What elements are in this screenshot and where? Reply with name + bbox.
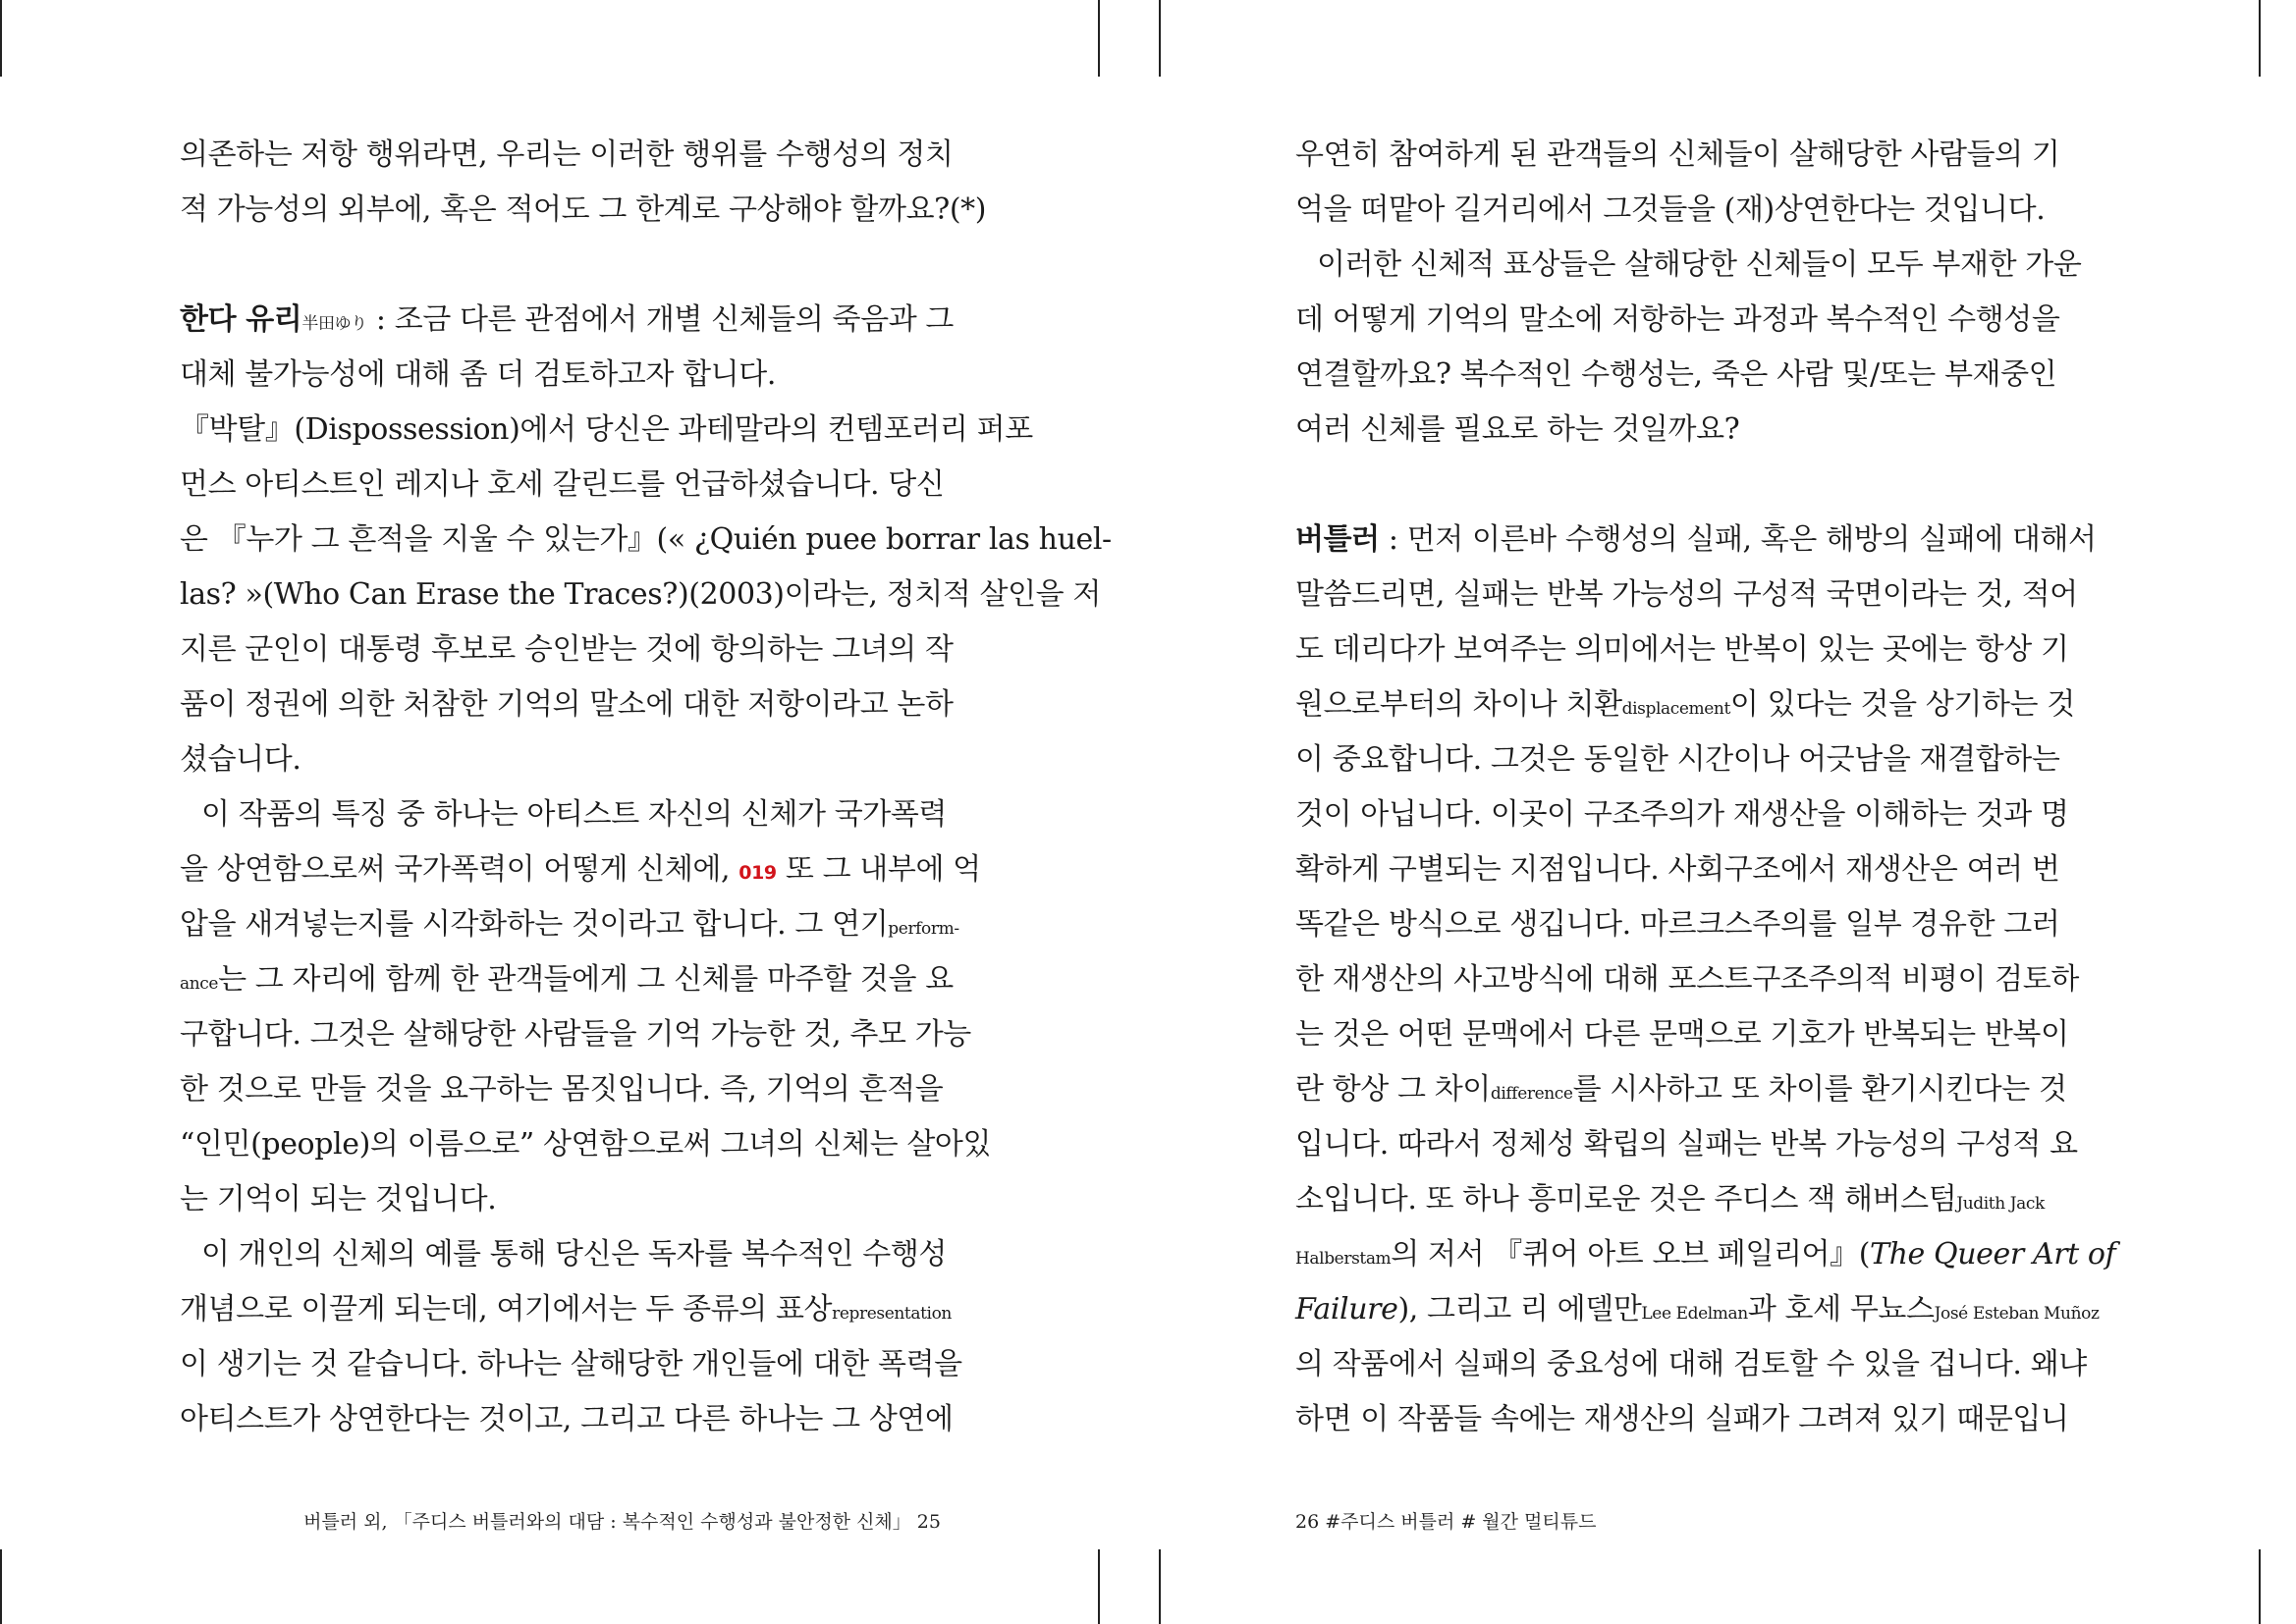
gloss: representation: [832, 1304, 952, 1324]
page-marker: 019: [738, 862, 777, 884]
text-line: 도 데리다가 보여주는 의미에서는 반복이 있는 곳에는 항상 기: [1295, 632, 2069, 667]
gloss: Halberstam: [1295, 1249, 1392, 1269]
gloss: Judith Jack: [1956, 1194, 2045, 1214]
speaker-name: 한다 유리: [180, 302, 302, 337]
right-page: [1148, 0, 2296, 1624]
text-line: 이 작품의 특징 중 하나는 아티스트 자신의 신체가 국가폭력: [201, 797, 948, 832]
paragraph-gap: [1295, 458, 2056, 513]
paragraph-gap: [180, 238, 941, 293]
right-body-text: [1295, 128, 2116, 1447]
line-text: 이 있다는 것을 상기하는 것: [1729, 687, 2075, 722]
text-line: 지른 군인이 대통령 후보로 승인받는 것에 항의하는 그녀의 작: [180, 632, 954, 667]
text-line: [1295, 677, 2075, 732]
text-line: 하면 이 작품들 속에는 재생산의 실패가 그려져 있기 때문입니: [1295, 1402, 2069, 1436]
text-line: 확하게 구별되는 지점입니다. 사회구조에서 재생산은 여러 번: [1295, 852, 2060, 887]
line-text: 는 그 자리에 함께 한 관객들에게 그 신체를 마주할 것을 요: [218, 962, 954, 997]
text-line: 것이 아닙니다. 이곳이 구조주의가 재생산을 이해하는 것과 명: [1295, 797, 2069, 832]
text-line: 『박탈』(Dispossession)에서 당신은 과테말라의 컨템포러리 퍼포: [180, 412, 1033, 447]
text-line: 한 것으로 만들 것을 요구하는 몸짓입니다. 즉, 기억의 흔적을: [180, 1072, 944, 1107]
line-text: 소입니다. 또 하나 흥미로운 것은 주디스 잭 해버스텀: [1295, 1182, 1957, 1217]
gloss: ance: [180, 974, 219, 994]
line-text: 원으로부터의 차이나 치환: [1295, 687, 1622, 722]
line-text: 의 저서 『퀴어 아트 오브 페일리어』(: [1391, 1237, 1871, 1272]
speaker-name-japanese: 半田ゆり: [301, 314, 367, 334]
text-line: 의존하는 저항 행위라면, 우리는 이러한 행위를 수행성의 정치: [180, 137, 954, 172]
line-text: 란 항상 그 차이: [1295, 1072, 1491, 1107]
text-line: [1295, 1227, 2116, 1282]
text-line: 말씀드리면, 실패는 반복 가능성의 구성적 국면이라는 것, 적어: [1295, 577, 2078, 612]
text-line: 이 중요합니다. 그것은 동일한 시간이나 어긋남을 재결합하는: [1295, 742, 2060, 777]
line-text: : 조금 다른 관점에서 개별 신체들의 죽음과 그: [366, 302, 955, 337]
text-line: [1295, 1172, 2056, 1227]
line-text: 과 호세 무뇨스: [1747, 1292, 1935, 1326]
gloss: displacement: [1621, 699, 1730, 719]
text-line: 똑같은 방식으로 생깁니다. 마르크스주의를 일부 경유한 그러: [1295, 907, 2060, 942]
text-line: 여러 신체를 필요로 하는 것일까요?: [1295, 412, 1740, 447]
line-text: 압을 새겨넣는지를 시각화하는 것이라고 합니다. 그 연기: [180, 907, 889, 942]
text-line: 아티스트가 상연한다는 것이고, 그리고 다른 하나는 그 상연에: [180, 1402, 954, 1436]
text-line: 는 기억이 되는 것입니다.: [180, 1182, 497, 1217]
text-line: 입니다. 따라서 정체성 확립의 실패는 반복 가능성의 구성적 요: [1295, 1127, 2078, 1162]
text-line: [180, 897, 959, 952]
gloss: perform-: [888, 919, 959, 939]
gloss: José Esteban Muñoz: [1934, 1304, 2100, 1324]
speaker-name: 버틀러: [1295, 522, 1380, 557]
running-footer: 26 #주디스 버틀러 # 월간 멀티튜드: [1295, 1511, 1597, 1533]
gloss: difference: [1490, 1084, 1573, 1104]
line-text: 을 상연함으로써 국가폭력이 어떻게 신체에,: [180, 852, 739, 887]
line-text: : 먼저 이른바 수행성의 실패, 혹은 해방의 실패에 대해서: [1379, 522, 2097, 557]
text-line: 이 생기는 것 같습니다. 하나는 살해당한 개인들에 대한 폭력을: [180, 1347, 962, 1381]
text-line: 데 어떻게 기억의 말소에 저항하는 과정과 복수적인 수행성을: [1295, 302, 2060, 337]
line-text: ), 그리고 리 에델만: [1397, 1292, 1642, 1326]
italic-title: Failure: [1295, 1292, 1398, 1326]
text-line: [180, 952, 954, 1007]
text-line: 대체 불가능성에 대해 좀 더 검토하고자 합니다.: [180, 357, 776, 392]
text-line: 한 재생산의 사고방식에 대해 포스트구조주의적 비평이 검토하: [1295, 962, 2079, 997]
text-line: [180, 293, 955, 348]
running-footer: 버틀러 외, 「주디스 버틀러와의 대담 : 복수적인 수행성과 불안정한 신체」 25: [303, 1511, 941, 1533]
text-line: 구합니다. 그것은 살해당한 사람들을 기억 가능한 것, 추모 가능: [180, 1017, 971, 1052]
text-line: 품이 정권에 의한 처참한 기억의 말소에 대한 저항이라고 논하: [180, 687, 954, 722]
gloss: Lee Edelman: [1641, 1304, 1748, 1324]
text-line: 는 것은 어떤 문맥에서 다른 문맥으로 기호가 반복되는 반복이: [1295, 1017, 2069, 1052]
line-text: 를 시사하고 또 차이를 환기시킨다는 것: [1572, 1072, 2067, 1107]
text-line: 이러한 신체적 표상들은 살해당한 신체들이 모두 부재한 가운: [1317, 247, 2082, 282]
text-line: [1295, 1062, 2067, 1117]
text-line: [1295, 513, 2097, 568]
text-line: 우연히 참여하게 된 관객들의 신체들이 살해당한 사람들의 기: [1295, 137, 2060, 172]
text-line: 연결할까요? 복수적인 수행성는, 죽은 사람 및/또는 부재중인: [1295, 357, 2057, 392]
text-line: 의 작품에서 실패의 중요성에 대해 검토할 수 있을 겁니다. 왜냐: [1295, 1347, 2087, 1381]
italic-title: The Queer Art of: [1870, 1237, 2116, 1272]
text-line: 먼스 아티스트인 레지나 호세 갈린드를 언급하셨습니다. 당신: [180, 467, 945, 502]
line-text: 또 그 내부에 억: [776, 852, 981, 887]
line-text: 개념으로 이끌게 되는데, 여기에서는 두 종류의 표상: [180, 1292, 833, 1326]
text-line: “인민(people)의 이름으로” 상연함으로써 그녀의 신체는 살아있: [180, 1127, 992, 1162]
text-line: 억을 떠맡아 길거리에서 그것들을 (재)상연한다는 것입니다.: [1295, 192, 2046, 227]
text-line: [180, 842, 981, 897]
text-line: [180, 1282, 952, 1337]
left-body-text: [180, 128, 1112, 1447]
text-line: [1295, 1282, 2100, 1337]
text-line: 은 『누가 그 흔적을 지울 수 있는가』(« ¿Quién puee borrar las huel-: [180, 522, 1112, 557]
text-line: 셨습니다.: [180, 742, 301, 777]
text-line: las? »(Who Can Erase the Traces?)(2003)이라는, 정치적 살인을 저: [180, 577, 1101, 612]
text-line: 이 개인의 신체의 예를 통해 당신은 독자를 복수적인 수행성: [201, 1237, 948, 1272]
text-line: 적 가능성의 외부에, 혹은 적어도 그 한계로 구상해야 할까요?(*): [180, 192, 987, 227]
